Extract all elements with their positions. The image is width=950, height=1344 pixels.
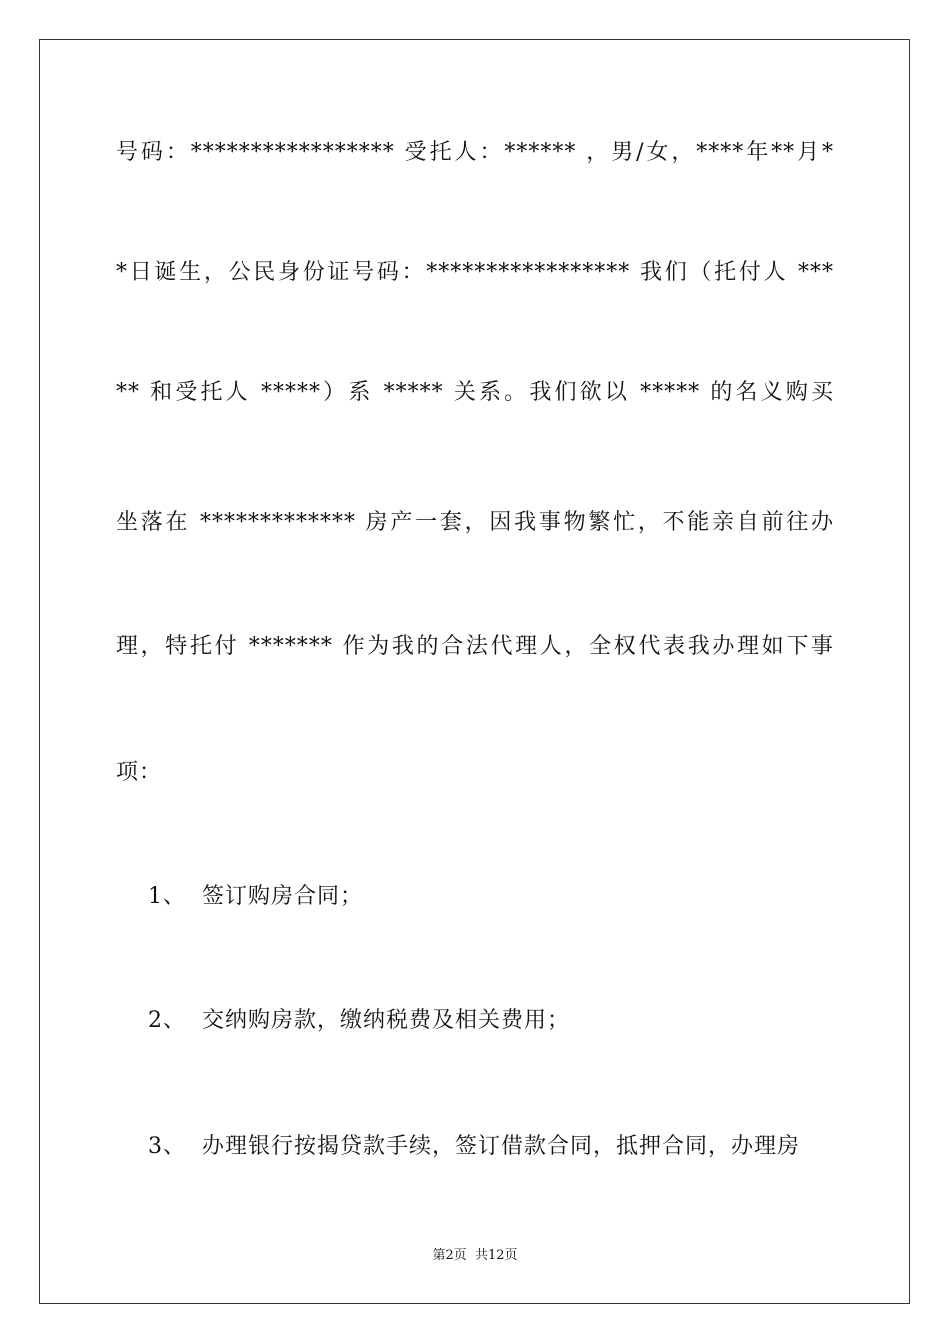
paragraph-line: *日诞生，公民身份证号码：***************** 我们（托付人 *** xyxy=(116,260,834,285)
paragraph-line: 号码：***************** 受托人：****** ，男/女，****年**月* xyxy=(116,140,834,165)
page-footer xyxy=(0,1247,950,1265)
list-item: 1、 签订购房合同； xyxy=(116,884,363,909)
list-item: 2、 交纳购房款，缴纳税费及相关费用； xyxy=(116,1008,570,1033)
page-border xyxy=(39,39,910,1304)
list-item: 3、 办理银行按揭贷款手续，签订借款合同，抵押合同，办理房 xyxy=(116,1134,800,1159)
page-number: 第2页 xyxy=(432,1248,467,1263)
paragraph-line: ** 和受托人 *****）系 ***** 关系。我们欲以 ***** 的名义购买 xyxy=(116,380,834,405)
paragraph-line: 坐落在 ************* 房产一套，因我事物繁忙，不能亲自前往办 xyxy=(116,510,834,535)
paragraph-line: 项： xyxy=(116,760,163,785)
paragraph-line: 理，特托付 ******* 作为我的合法代理人，全权代表我办理如下事 xyxy=(116,634,834,659)
total-pages: 共12页 xyxy=(474,1248,518,1263)
